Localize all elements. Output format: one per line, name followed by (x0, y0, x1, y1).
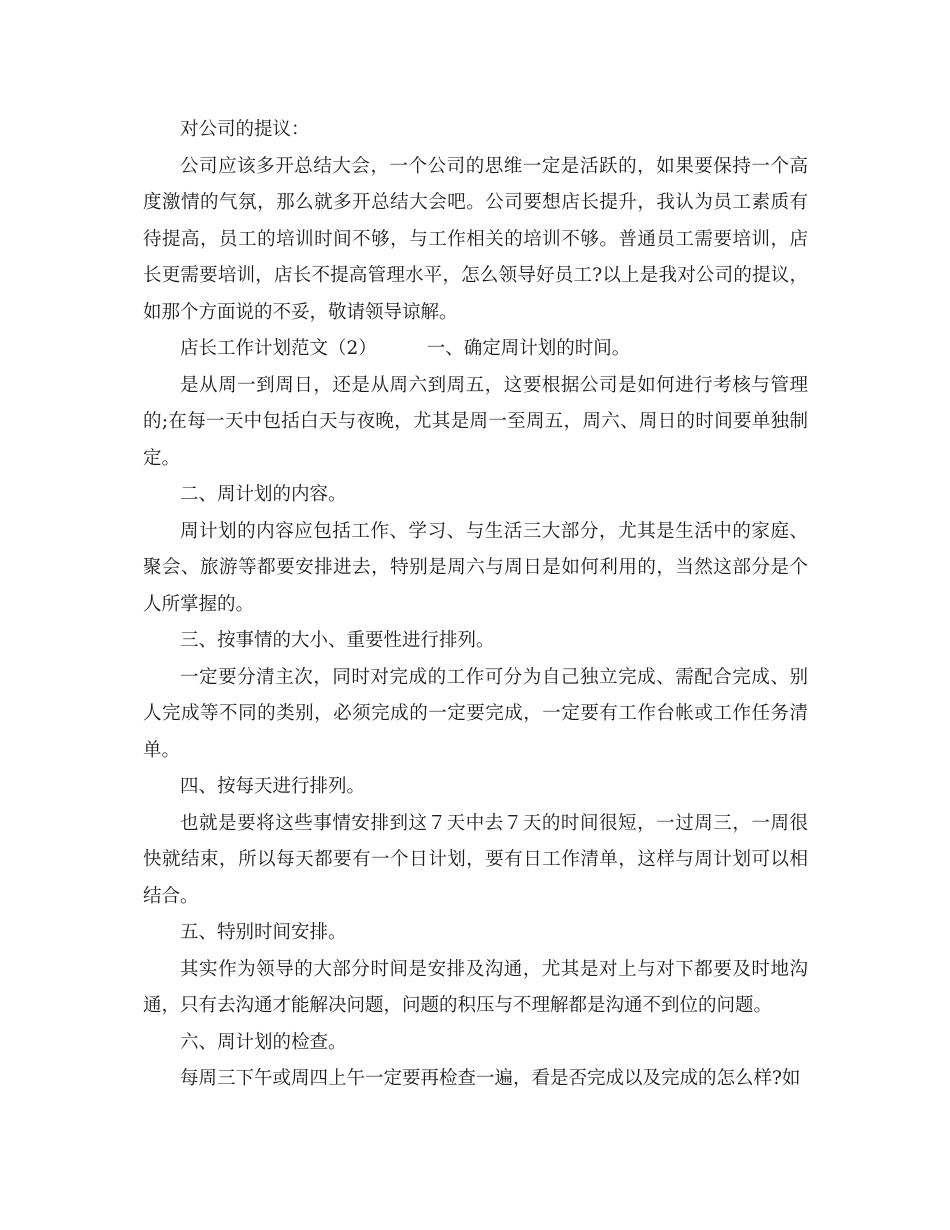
paragraph-section-one-body: 是从周一到周日，还是从周六到周五，这要根据公司是如何进行考核与管理的;在每一天中包括白天与夜晚，尤其是周一至周五，周六、周日的时间要单独制定。 (143, 374, 808, 469)
paragraph-section-six-body: 每周三下午或周四上午一定要再检查一遍，看是否完成以及完成的怎么样?如 (180, 1068, 801, 1089)
paragraph-section-five-body: 其实作为领导的大部分时间是安排及沟通，尤其是对上与对下都要及时地沟通，只有去沟通才能解决问题，问题的积压与不理解都是沟通不到位的问题。 (143, 958, 808, 1016)
paragraph-section-five-title: 五、特别时间安排。 (180, 922, 347, 943)
paragraph-section-three-title: 三、按事情的大小、重要性进行排列。 (180, 630, 495, 651)
section-one-title: 一、确定周计划的时间。 (426, 338, 631, 359)
paragraph-company-suggestion: 公司应该多开总结大会，一个公司的思维一定是活跃的，如果要保持一个高度激情的气氛，那么就多开总结大会吧。公司要想店长提升，我认为员工素质有待提高，员工的培训时间不够，与工作相关的培训不够。普通员工需要培训，店长更需要培训，店长不提高管理水平，怎么领导好员工?以上是我对公司的提议，如那个方面说的不妥，敬请领导谅解。 (143, 155, 808, 323)
paragraph-section-three-body: 一定要分清主次，同时对完成的工作可分为自己独立完成、需配合完成、别人完成等不同的类别，必须完成的一定要完成，一定要有工作台帐或工作任务清单。 (143, 666, 808, 761)
paragraph-plan-heading-line (143, 331, 808, 368)
paragraph-section-two-body: 周计划的内容应包括工作、学习、与生活三大部分，尤其是生活中的家庭、聚会、旅游等都要安排进去，特别是周六与周日是如何利用的，当然这部分是个人所掌握的。 (143, 520, 808, 615)
document-body (143, 112, 808, 1098)
paragraph-section-six-title: 六、周计划的检查。 (180, 1031, 347, 1053)
paragraph-section-two-title: 二、周计划的内容。 (180, 484, 347, 505)
plan-title: 店长工作计划范文（2） (180, 338, 377, 359)
paragraph-section-four-title: 四、按每天进行排列。 (180, 776, 366, 797)
paragraph-company-suggestion-heading: 对公司的提议： (180, 119, 310, 140)
paragraph-section-four-body: 也就是要将这些事情安排到这７天中去７天的时间很短，一过周三，一周很快就结束，所以每天都要有一个日计划，要有日工作清单，这样与周计划可以相结合。 (143, 812, 808, 907)
